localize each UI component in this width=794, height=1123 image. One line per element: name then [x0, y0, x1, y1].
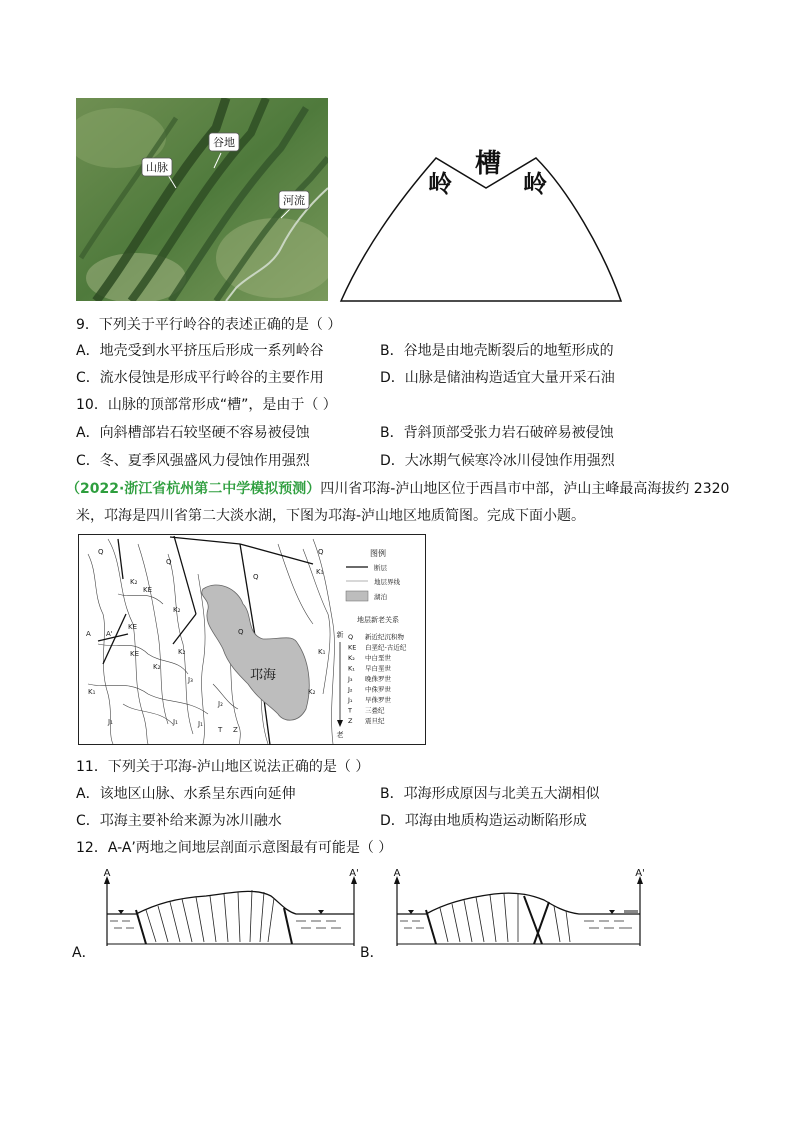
source-tag: （2022·浙江省杭州第二中学模拟预测） — [66, 481, 321, 497]
q10-option-a[interactable]: A．向斜槽部岩石较坚硬不容易被侵蚀 — [76, 425, 310, 441]
passage-text-1: 四川省邛海-泸山地区位于西昌市中部，泸山主峰最高海拔约 2320 — [320, 481, 730, 497]
q11-option-a[interactable]: A．该地区山脉、水系呈东西向延伸 — [76, 786, 296, 802]
strata-name: 白垩纪-古近纪 — [365, 643, 407, 652]
q9-option-b[interactable]: B．谷地是由地壳断裂后的地堑形成的 — [380, 343, 614, 359]
map-stratum-label: K₂ — [130, 578, 138, 586]
q10-stem: 10．山脉的顶部常形成“槽”，是由于（ ） — [76, 397, 337, 413]
map-stratum-label: A' — [106, 630, 113, 638]
q9-option-a[interactable]: A．地壳受到水平挤压后形成一系列岭谷 — [76, 343, 324, 359]
passage-line-2: 米，邛海是四川省第二大淡水湖，下图为邛海-泸山地区地质简图。完成下面小题。 — [76, 508, 586, 524]
map-stratum-label: Q — [98, 548, 104, 556]
section-b-left: A — [393, 868, 401, 879]
map-stratum-label: K₁ — [318, 648, 326, 656]
strata-name: 中白垩世 — [365, 654, 391, 662]
strata-code: K₁ — [348, 664, 355, 673]
section-a — [96, 866, 376, 951]
legend-title: 图例 — [370, 549, 386, 558]
label-river: 河流 — [283, 194, 305, 207]
strata-title: 地层新老关系 — [357, 616, 399, 624]
label-trough: 槽 — [474, 149, 502, 179]
strata-code: T — [348, 706, 352, 715]
strata-code: Z — [348, 717, 353, 725]
strata-code: J₃ — [348, 675, 353, 683]
section-a-left: A — [103, 868, 111, 879]
geology-map — [78, 534, 426, 745]
map-stratum-label: K₂ — [153, 663, 161, 671]
map-stratum-label: J₁ — [173, 718, 178, 726]
map-stratum-label: KE — [128, 623, 138, 631]
map-stratum-label: Z — [233, 726, 238, 734]
q12-stem: 12．A-A’两地之间地层剖面示意图最有可能是（ ） — [76, 840, 393, 856]
map-stratum-label: K₂ — [173, 606, 181, 614]
strata-name: 新近纪沉积物 — [365, 633, 404, 641]
q11-stem: 11．下列关于邛海-泸山地区说法正确的是（ ） — [76, 759, 370, 775]
map-stratum-label: J₂ — [218, 700, 223, 708]
q9-option-c[interactable]: C．流水侵蚀是形成平行岭谷的主要作用 — [76, 370, 324, 386]
section-b-right: A' — [635, 868, 645, 879]
legend-lake: 湖泊 — [374, 593, 387, 601]
section-b — [384, 866, 664, 951]
map-stratum-label: K₂ — [308, 688, 316, 696]
strata-code: Q — [348, 633, 354, 641]
ridge-trough-diagram — [338, 140, 628, 305]
map-stratum-label: T — [218, 726, 223, 734]
strata-code: KE — [348, 643, 357, 652]
map-stratum-label: J₃ — [188, 676, 193, 684]
label-valley: 谷地 — [213, 136, 235, 149]
strata-code: J₁ — [348, 696, 353, 704]
map-stratum-label: Q — [318, 548, 324, 556]
q10-option-c[interactable]: C．冬、夏季风强盛风力侵蚀作用强烈 — [76, 453, 310, 469]
map-stratum-label: J₁ — [108, 718, 113, 726]
map-stratum-label: Q — [238, 628, 244, 636]
map-stratum-label: K₁ — [316, 568, 324, 576]
satellite-image — [76, 98, 328, 301]
q9-stem: 9．下列关于平行岭谷的表述正确的是（ ） — [76, 317, 342, 333]
old-label: 老 — [336, 731, 344, 739]
strata-name: 中侏罗世 — [365, 685, 391, 694]
label-mountain: 山脉 — [146, 161, 168, 174]
q11-option-b[interactable]: B．邛海形成原因与北美五大湖相似 — [380, 786, 600, 802]
map-stratum-label: Q — [253, 573, 259, 581]
q11-option-c[interactable]: C．邛海主要补给来源为冰川融水 — [76, 813, 282, 829]
map-stratum-label: K₂ — [178, 648, 186, 656]
passage-line-1 — [66, 479, 729, 499]
q12-option-a[interactable]: A． — [72, 945, 96, 961]
strata-code: J₂ — [348, 685, 353, 694]
strata-name: 震旦纪 — [365, 717, 385, 725]
new-label: 新 — [336, 631, 344, 639]
q9-option-d[interactable]: D．山脉是储油构造适宜大量开采石油 — [380, 370, 615, 386]
strata-name: 早白垩世 — [365, 664, 391, 673]
map-stratum-label: KE — [130, 650, 140, 658]
legend-fault: 断层 — [374, 564, 387, 572]
legend-boundary: 地层界线 — [374, 578, 400, 586]
lake-label: 邛海 — [249, 668, 277, 683]
strata-code: K₂ — [348, 654, 355, 662]
map-stratum-label: J₁ — [198, 720, 203, 728]
strata-name: 早侏罗世 — [365, 696, 391, 704]
label-ridge-right: 岭 — [523, 170, 547, 198]
map-stratum-label: Q — [166, 558, 172, 566]
map-stratum-label: A — [86, 630, 91, 638]
q10-option-b[interactable]: B．背斜顶部受张力岩石破碎易被侵蚀 — [380, 425, 614, 441]
strata-name: 晚侏罗世 — [365, 675, 391, 683]
map-stratum-label: K₁ — [88, 688, 96, 696]
label-ridge-left: 岭 — [428, 170, 452, 198]
q12-option-b[interactable]: B． — [360, 945, 384, 961]
strata-name: 三叠纪 — [365, 706, 385, 715]
map-stratum-label: KE — [143, 586, 153, 594]
q10-option-d[interactable]: D．大冰期气候寒冷冰川侵蚀作用强烈 — [380, 453, 615, 469]
q11-option-d[interactable]: D．邛海由地质构造运动断陷形成 — [380, 813, 587, 829]
section-a-right: A' — [349, 868, 359, 879]
